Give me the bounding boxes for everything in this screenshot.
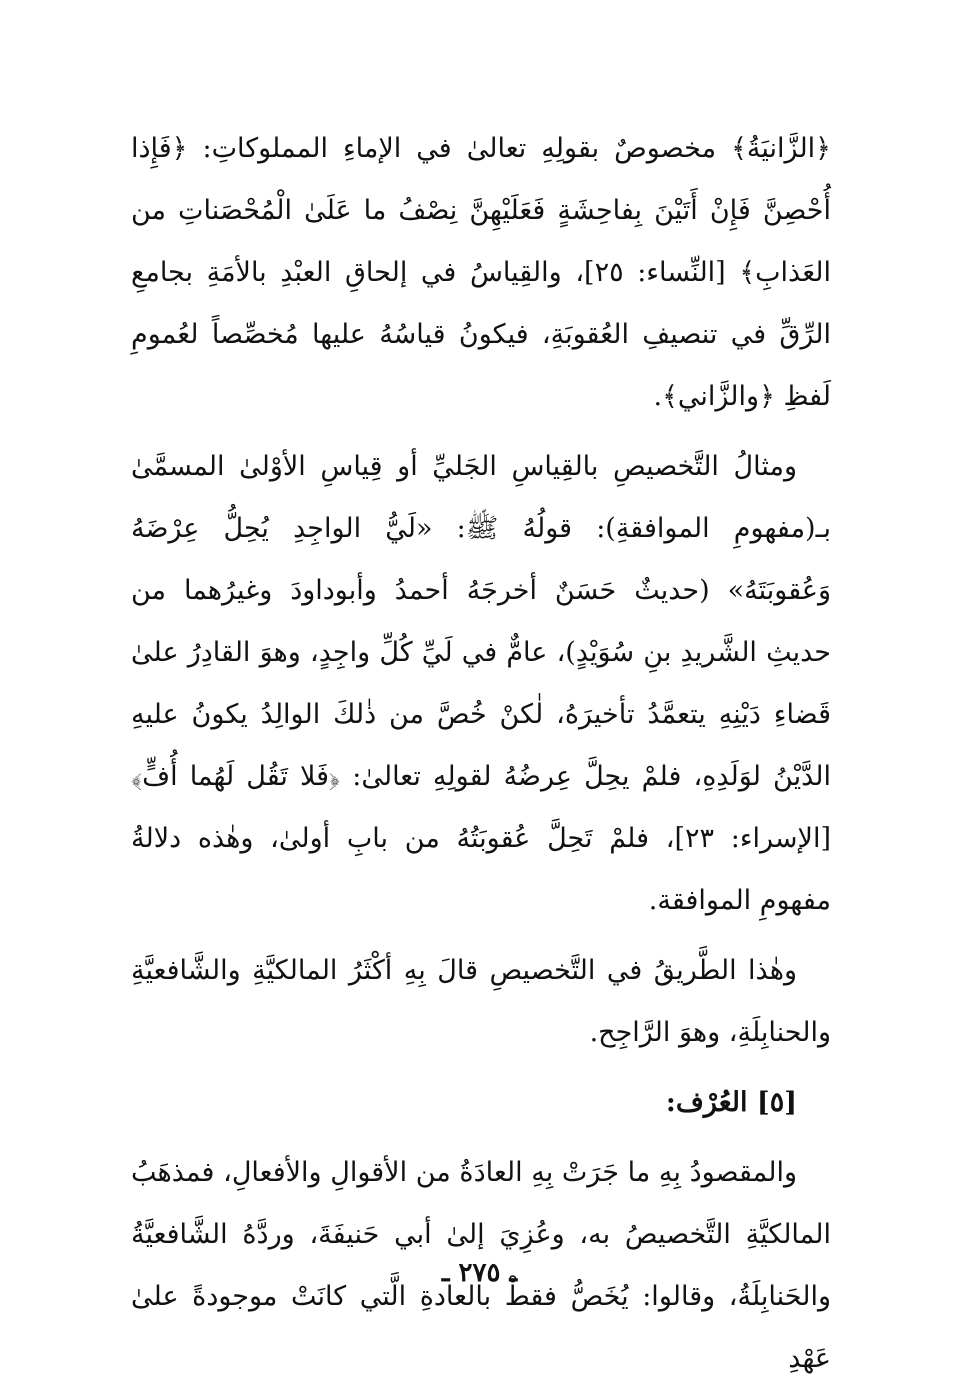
paragraph-urf-definition: والمقصودُ بِهِ ما جَرَتْ بِهِ العادَةُ من الأقوالِ والأفعالِ، فمذهَبُ المالكيَّةِ التَّخصيصُ به، وعُزِيَ إلىٰ أبي حَنيفَةَ، وردَّهُ الشَّافعيَّةُ والحَنابِلَةُ، وقالوا: يُخَصُّ فقطْ بالعادةِ الَّتي كانَتْ موجودةً علىٰ عَهْدِ [131, 1157, 831, 1374]
paragraph-zina-specification: ﴿الزَّانيَةُ﴾ مخصوصٌ بقولِهِ تعالىٰ في الإماءِ المملوكاتِ: ﴿فَإِذا أُحْصِنَّ فَإِنْ أَتَيْنَ بِفاحِشَةٍ فَعَلَيْهِنَّ نِصْفُ ما عَلَىٰ الْمُحْصَناتِ من العَذابِ﴾ [النِّساء: ٢٥]، والقِياسُ في إلحاقِ العبْدِ بالأمَةِ بجامعِ الرِّقِّ في تنصيفِ العُقوبَةِ، فيكونُ قياسُهُ عليها مُخصِّصاً لعُمومِ لَفظِ ﴿والزَّاني﴾. [131, 133, 831, 412]
page-body [131, 118, 831, 1390]
paragraph-method-opinion: وهٰذا الطَّريقُ في التَّخصيصِ قالَ بِهِ أكْثَرُ المالكيَّةِ والشَّافعيَّةِ والحنابِلَةِ، وهوَ الرَّاجِح. [131, 955, 831, 1048]
paragraph-qiyas-example: ومثالُ التَّخصيصِ بالقِياسِ الجَليِّ أو قِياسِ الأوْلىٰ المسمَّىٰ بـ(مفهومِ الموافقةِ): قولُهُ ﷺ: «لَيُّ الواجِدِ يُحِلُّ عِرْضَهُ وَعُقوبَتَهُ» (حديثٌ حَسَنٌ أخرجَهُ أحمدُ وأبوداودَ وغيرُهما من حديثِ الشَّريدِ بنِ سُوَيْدٍ)، عامٌّ في لَيِّ كُلِّ واجِدٍ، وهوَ القادِرُ علىٰ قَضاءِ دَيْنِهِ يتعمَّدُ تأخيرَهُ، لٰكنْ خُصَّ من ذٰلكَ الوالِدُ يكونُ عليهِ الدَّيْنُ لوَلَدِهِ، فلمْ يحِلَّ عِرضُهُ لقولِهِ تعالىٰ: ﴿فَلا تَقُل لَهُما أُفٍّ﴾ [الإسراء: ٢٣]، فلمْ تَحِلَّ عُقوبَتُهُ من بابِ أولىٰ، وهٰذه دلالةُ مفهومِ الموافقة. [131, 451, 831, 916]
section-heading-urf: [٥] العُرْف: [665, 1087, 797, 1118]
page-number: ـ ٢٧٥ ـ [441, 1258, 518, 1288]
